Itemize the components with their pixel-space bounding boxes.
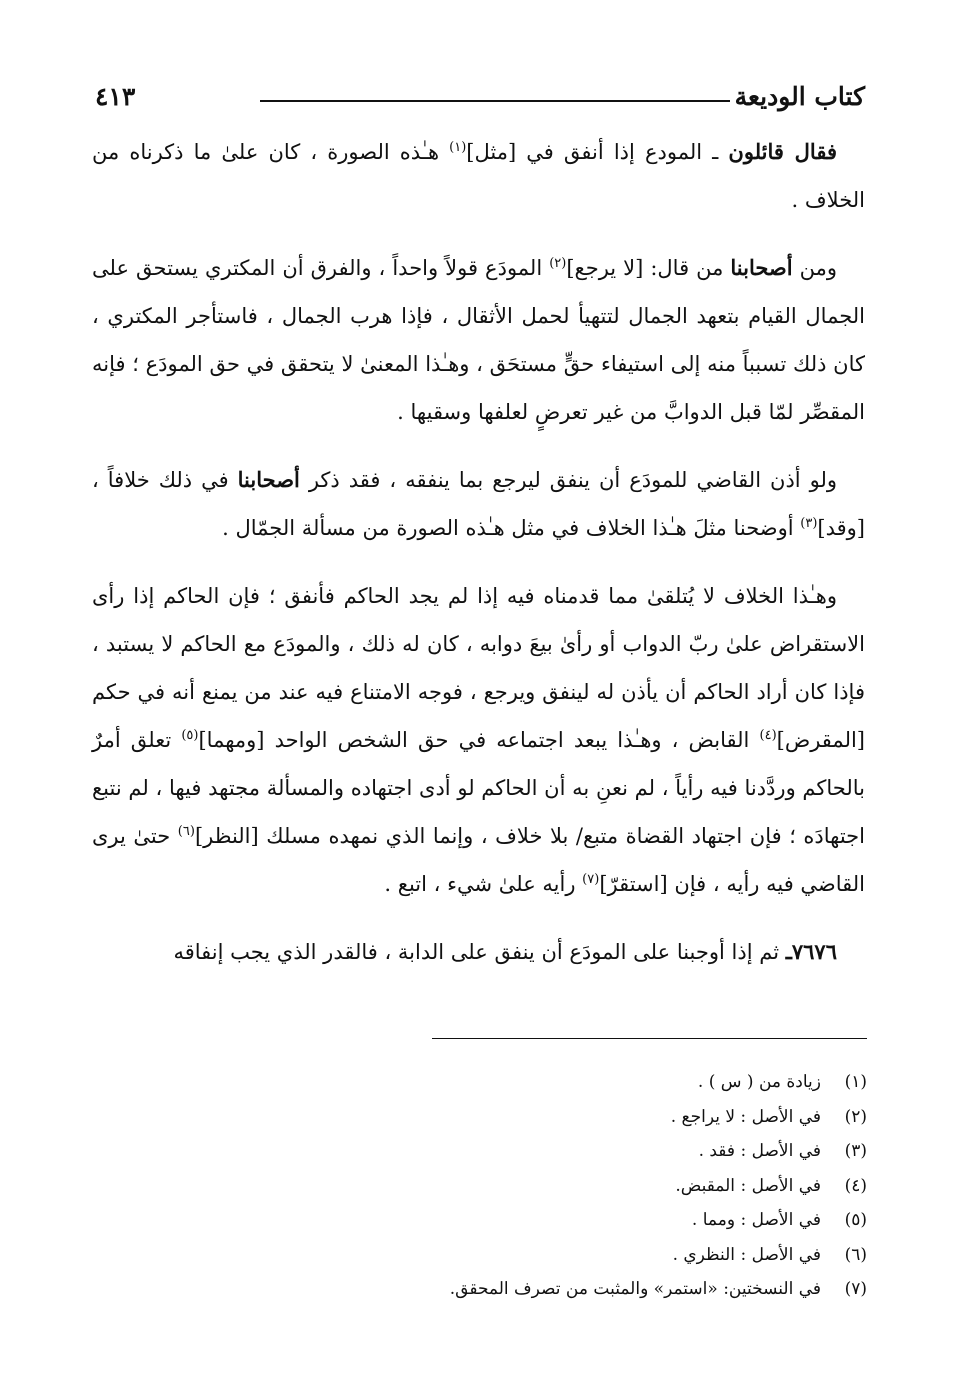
footnote-item [267, 1065, 867, 1100]
text-run: أوضحنا مثلَ هـٰذا الخلاف في مثل هـٰذه الصورة من مسألة الجمّال . [222, 516, 801, 540]
footnote-number: (٣) [844, 1141, 867, 1161]
text-run: من قال: [لا يرجع] [566, 256, 731, 280]
paragraph [92, 128, 865, 224]
footnote-marker: (٢) [549, 256, 567, 271]
footnote-text: في الأصل : النظري . [672, 1244, 821, 1265]
text-run: القابض ، وهـٰذا يبعد اجتماعه في حق الشخص الواحد [ومهما] [198, 728, 760, 752]
page-number: ٤١٣ [95, 82, 136, 111]
footnote-number: (١) [844, 1072, 867, 1092]
footnote-item [267, 1203, 867, 1238]
footnote-number: (٢) [844, 1106, 867, 1127]
paragraph [92, 244, 865, 436]
text-run: المودَع قولاً واحداً ، والفرق أن المكتري يستحق على الجمال القيام بتعهد الجمال لتتهيأ لحمل الأثقال ، فإذا هرب الجمال ، فاستأجر المكتري ، كان ذلك تسبباً منه إلى استيفاء حقٍّ مستحَق ، وهـٰذا المعنىٰ لا يتحقق في حق المودَع ؛ فإنه المقصِّر لمّا قبل الدوابَّ من غير تعرضٍ لعلفها وسقيها . [92, 256, 865, 424]
page-header [95, 78, 865, 118]
footnote-text: في الأصل : لا يراجع . [670, 1106, 821, 1127]
text-run: وهـٰذا الخلاف لا يُتلقىٰ مما قدمناه فيه إذا لم يجد الحاكم فأنفق ؛ فإن الحاكم إذا رأى الاستقراض علىٰ ربّ الدواب أو رأىٰ بيعَ دوابه ، كان له ذلك ، والمودَع مع الحاكم لا يستبد ، فإذا كان أراد الحاكم أن يأذن له لينفق ويرجع ، فوجه الامتناع فيه عند من يمنع أنه في حكم [المقرض] [92, 584, 865, 752]
text-run: ولو أذن القاضي للمودَع أن ينفق ليرجع بما ينفقه ، فقد ذكر [299, 468, 837, 492]
text-run: هـٰذه الصورة ، كان علىٰ ما ذكرناه من الخلاف . [92, 140, 865, 212]
bold-text: أصحابنا [237, 467, 300, 492]
paragraph [92, 572, 865, 908]
footnote-marker: (٧) [582, 872, 600, 887]
footnote-marker: (٤) [759, 728, 777, 743]
footnote-marker: (٥) [181, 728, 199, 743]
header-rule [260, 100, 730, 102]
footnote-separator [432, 1038, 867, 1039]
footnote-marker: (١) [449, 140, 467, 155]
footnote-number: (٤) [844, 1175, 867, 1196]
footnote-item [267, 1238, 867, 1273]
footnote-text: زيادة من ( س ) . [697, 1072, 821, 1092]
paragraph [92, 456, 865, 552]
bold-text: فقال قائلون [728, 139, 837, 164]
footnote-text: في النسختين: «استمر» والمثبت من تصرف المحقق. [449, 1279, 821, 1299]
chapter-title: كتاب الوديعة [734, 82, 865, 111]
footnote-item [267, 1134, 867, 1169]
text-run: ومن [792, 256, 837, 280]
footnote-item [267, 1100, 867, 1135]
bold-text: ٧٦٧٦ـ [785, 939, 837, 964]
footnote-item [267, 1272, 867, 1307]
footnote-number: (٥) [844, 1210, 867, 1230]
text-run: في ذلك خلافاً ، [وقد] [92, 468, 865, 540]
paragraph [92, 928, 865, 976]
footnote-item [267, 1169, 867, 1204]
text-run: ثم إذا أوجبنا على المودَع أن ينفق على الدابة ، فالقدر الذي يجب إنفاقه [173, 940, 786, 964]
footnote-number: (٦) [844, 1244, 867, 1265]
footnote-marker: (٦) [177, 824, 195, 839]
footnote-marker: (٣) [800, 516, 818, 531]
footnote-text: في الأصل : ومما . [691, 1210, 821, 1230]
footnotes-list [267, 1065, 867, 1307]
text-run: حتىٰ يرى القاضي فيه رأيه ، فإن [استقرّ] [92, 824, 865, 896]
footnote-text: في الأصل : فقد . [698, 1141, 821, 1161]
footnote-number: (٧) [844, 1279, 867, 1299]
bold-text: أصحابنا [730, 255, 793, 280]
text-run: رأيه علىٰ شيء ، اتبع . [384, 872, 583, 896]
body-text [92, 128, 865, 976]
footnote-text: في الأصل : المقبض. [675, 1175, 821, 1196]
text-run: تعلق أمرٌ بالحاكم وردَّدنا فيه رأياً ، لم نعنِ به أن الحاكم لو أدى اجتهاده والمسألة مجتهد فيها ، لم نتبع اجتهادَه ؛ فإن اجتهاد القضاة متبع/ بلا خلاف ، وإنما الذي نمهده مسلك [النظر] [92, 728, 865, 848]
text-run: ـ المودع إذا أنفق في [مثل] [466, 140, 729, 164]
